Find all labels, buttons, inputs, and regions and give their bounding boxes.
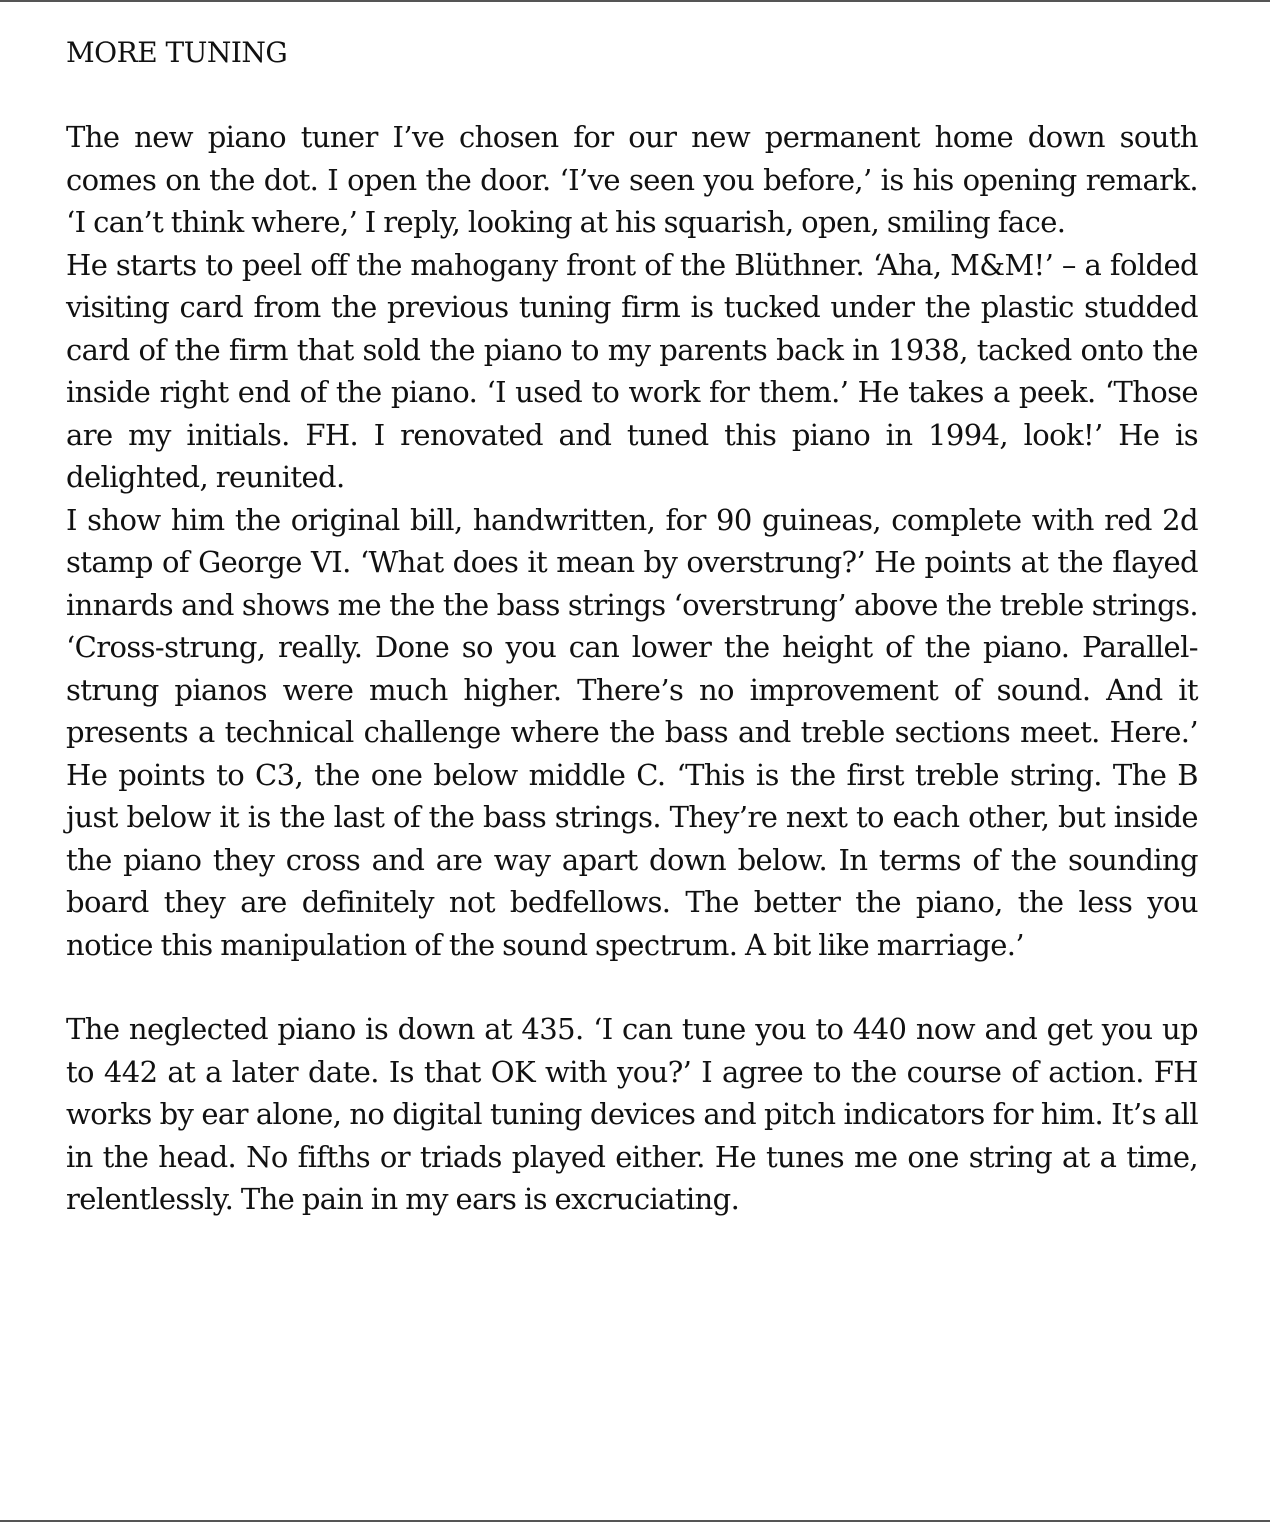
paragraph-2: He starts to peel off the mahogany front of the Blüthner. ‘Aha, M&M!’ – a folded visiting card from the previous tuning firm is tucked under the plastic studded card of the firm that sold the piano to my parents back in 1938, tacked onto the inside right end of the piano. ‘I used to work for them.’ He takes a peek. ‘Those are my initials. FH. I renovated and tuned this piano in 1994, look!’ He is delighted, reunited.: [66, 247, 1198, 494]
paragraph-3: I show him the original bill, handwritten, for 90 guineas, complete with red 2d stamp of George VI. ‘What does it mean by overstrung?’ He points at the flayed innards and shows me the the bass strings ‘overstrung’ above the treble strings. ‘Cross-strung, really. Done so you can lower the height of the piano. Parallel-strung pianos were much higher. There’s no improvement of sound. And it presents a technical challenge where the bass and treble sections meet. Here.’ He points to C3, the one below middle C. ‘This is the first treble string. The B just below it is the last of the bass strings. They’re next to each other, but inside the piano they cross and are way apart down below. In terms of the sounding board they are definitely not bedfellows. The better the piano, the less you notice this manipulation of the sound spectrum. A bit like marriage.’: [66, 502, 1198, 962]
document-title: MORE TUNING: [66, 36, 288, 69]
bottom-rule: [0, 1520, 1270, 1522]
paragraph-spacer: [66, 966, 1198, 1008]
document-page: [66, 30, 1198, 1221]
top-rule: [0, 0, 1270, 2]
paragraph-4: The neglected piano is down at 435. ‘I can tune you to 440 now and get you up to 442 at a later date. Is that OK with you?’ I agree to the course of action. FH works by ear alone, no digital tuning devices and pitch indicators for him. It’s all in the head. No fifths or triads played either. He tunes me one string at a time, relentlessly. The pain in my ears is excruciating.: [66, 1012, 1198, 1216]
title-spacer: [66, 76, 1198, 116]
paragraph-1: The new piano tuner I’ve chosen for our new permanent home down south comes on the dot. I open the door. ‘I’ve seen you before,’ is his opening remark. ‘I can’t think where,’ I reply, looking at his squarish, open, smiling face.: [66, 120, 1198, 239]
